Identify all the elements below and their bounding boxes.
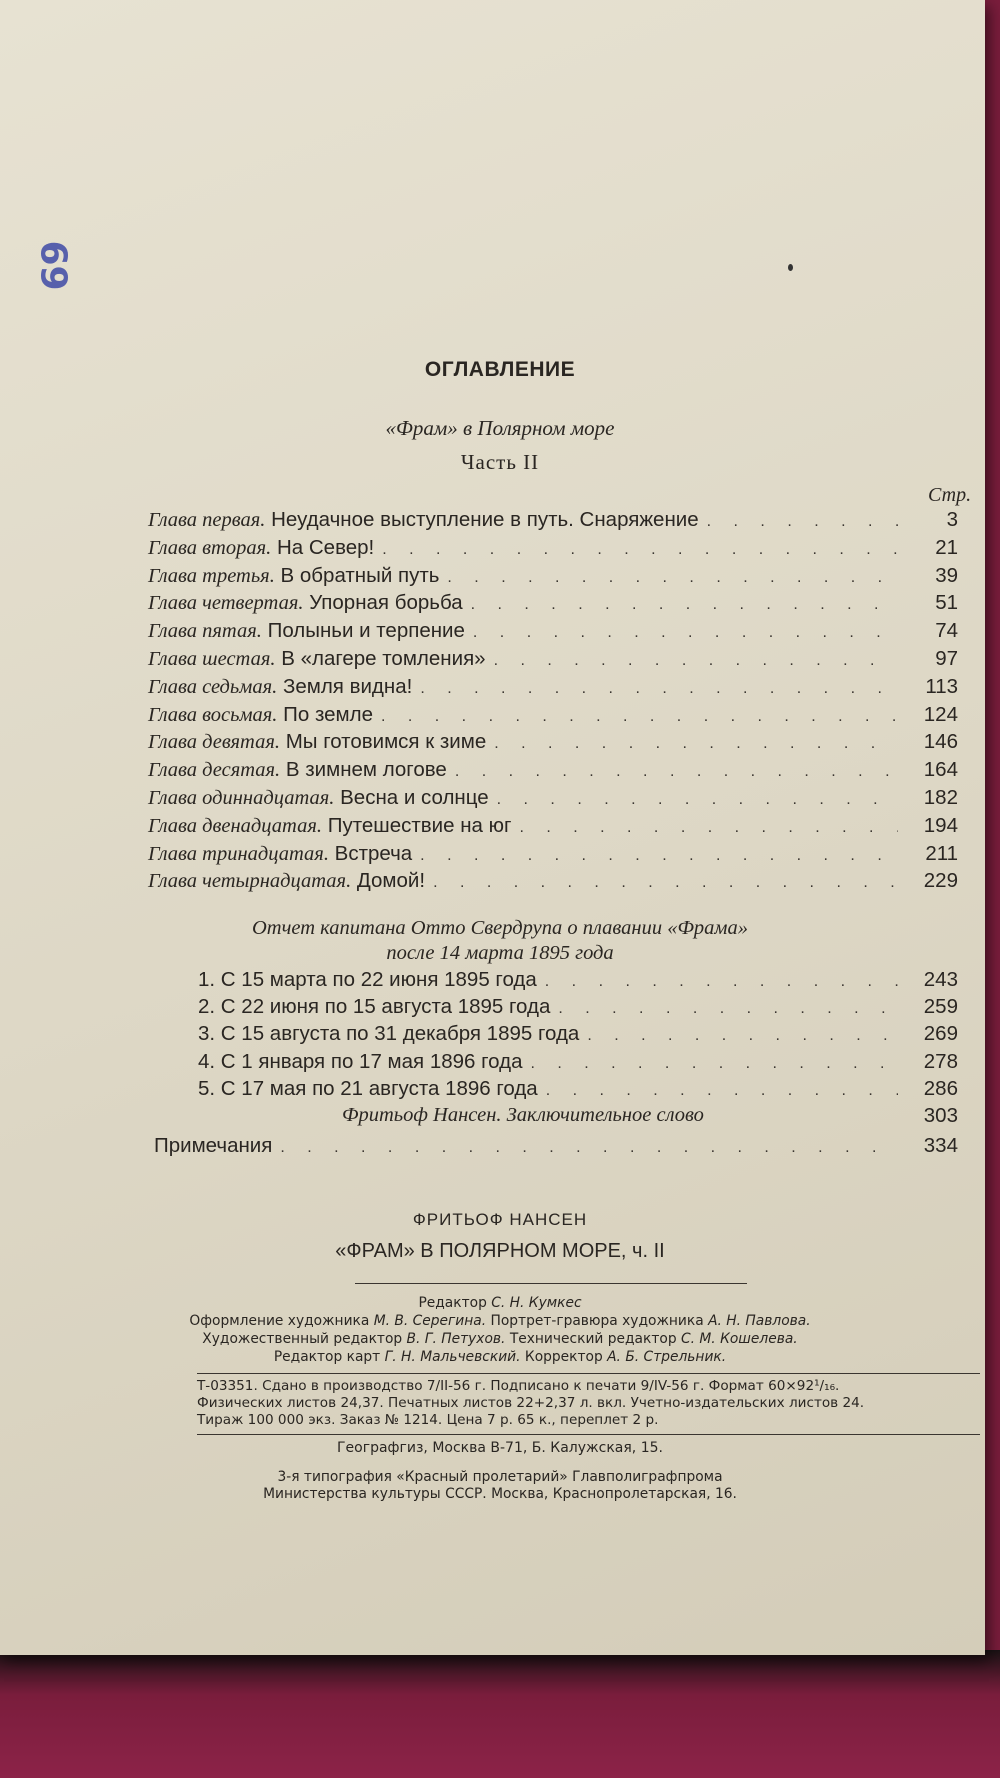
report-entry	[198, 1050, 958, 1077]
report-heading	[0, 916, 1000, 966]
page-number: 164	[923, 758, 958, 782]
page-number: 113	[925, 674, 958, 698]
chapter-label: Глава пятая.	[148, 620, 262, 643]
colophon-author: ФРИТЬОФ НАНСЕН	[412, 1210, 588, 1229]
dot-leader	[471, 596, 898, 614]
page-number: 51	[935, 591, 958, 615]
print-info-line: Тираж 100 000 экз. Заказ № 1214. Цена 7 р. 65 к., переплет 2 р.	[197, 1412, 659, 1428]
toc-entry	[148, 536, 958, 564]
dot-leader	[382, 541, 898, 559]
page-number: 182	[923, 785, 958, 809]
report-entry	[198, 1022, 958, 1049]
toc-entry	[148, 730, 958, 758]
toc-entry	[148, 842, 958, 870]
dot-leader	[280, 1139, 898, 1157]
chapter-title: Весна и солнце	[340, 785, 489, 809]
toc-entry	[148, 675, 958, 703]
divider	[197, 1373, 980, 1374]
page-number: 124	[923, 702, 958, 726]
page-number: 211	[925, 841, 958, 865]
page-number: 286	[923, 1076, 958, 1100]
chapter-label: Глава первая.	[148, 509, 266, 531]
chapter-title: В «лагере томления»	[281, 646, 486, 670]
chapter-title: Неудачное выступление в путь. Снаряжение	[271, 508, 699, 531]
page-number: 74	[935, 619, 958, 643]
publisher-address: Географгиз, Москва В-71, Б. Калужская, 15.	[337, 1440, 663, 1456]
chapter-label: Глава тринадцатая.	[148, 842, 329, 865]
chapter-title: Встреча	[334, 841, 413, 865]
report-title: 5. С 17 мая по 21 августа 1896 года	[198, 1076, 538, 1100]
printer-line: 3-я типография «Красный пролетарий» Главполиграфпрома	[277, 1469, 723, 1485]
chapter-title: В обратный путь	[280, 563, 440, 587]
dot-leader	[494, 735, 898, 753]
chapter-title: По земле	[283, 702, 373, 726]
report-list	[198, 968, 958, 1104]
chapter-title: Мы готовимся к зиме	[285, 730, 487, 754]
credit-label: Художественный редактор	[202, 1331, 403, 1347]
report-title: 2. С 22 июня по 15 августа 1895 года	[198, 995, 551, 1019]
page-number: 334	[923, 1134, 958, 1157]
dot-leader	[473, 624, 898, 642]
page-number: 259	[923, 995, 958, 1019]
toc-entry	[148, 869, 958, 897]
credit-label: Редактор	[418, 1295, 487, 1311]
page-number: 229	[923, 869, 958, 893]
credits-line	[0, 1330, 1000, 1348]
dot-leader	[497, 791, 898, 809]
part-heading: Часть II	[460, 450, 540, 474]
toc-entry	[148, 814, 958, 842]
colophon	[0, 1210, 1000, 1263]
colophon-title: «ФРАМ» В ПОЛЯРНОМ МОРЕ, ч. II	[335, 1240, 665, 1262]
background-table	[0, 1650, 1000, 1778]
toc-entry	[148, 619, 958, 647]
closing-word-title: Фритьоф Нансен. Заключительное слово	[342, 1104, 704, 1126]
credit-name: М. В. Серегина.	[373, 1313, 487, 1329]
dot-leader	[494, 652, 898, 670]
toc-entry	[148, 508, 958, 536]
credit-label: Корректор	[524, 1349, 603, 1365]
chapter-label: Глава восьмая.	[148, 703, 278, 726]
credit-label: Редактор карт	[273, 1349, 381, 1365]
chapter-title: Полыньи и терпение	[267, 619, 465, 643]
report-entry	[198, 968, 958, 995]
chapter-label: Глава двенадцатая.	[148, 814, 323, 837]
credits-line	[0, 1294, 1000, 1312]
report-heading-line: Отчет капитана Отто Свердрупа о плавании «Фрама»	[251, 917, 749, 939]
print-info-line: Физических листов 24,37. Печатных листов 22+2,37 л. вкл. Учетно-издательских листов 24.	[197, 1395, 865, 1411]
credit-name: В. Г. Петухов.	[406, 1331, 506, 1347]
credits	[0, 1294, 1000, 1366]
credit-name: А. Б. Стрельник.	[607, 1349, 727, 1365]
credits-line	[0, 1312, 1000, 1330]
dot-leader	[447, 569, 898, 587]
dot-leader	[546, 1082, 898, 1100]
print-info-line: Т-03351. Сдано в производство 7/II-56 г. Подписано к печати 9/IV-56 г. Формат 60×92¹/₁₆.	[197, 1378, 840, 1394]
dot-leader	[519, 819, 898, 837]
chapter-title: В зимнем логове	[285, 758, 447, 782]
report-heading-line: после 14 марта 1895 года	[386, 942, 614, 964]
dot-leader	[587, 1027, 898, 1045]
page-column-heading: Стр.	[928, 484, 972, 506]
credit-label: Оформление художника	[189, 1313, 370, 1329]
chapter-label: Глава четырнадцатая.	[148, 870, 352, 893]
divider	[355, 1283, 747, 1284]
credit-name: С. М. Кошелева.	[680, 1331, 798, 1347]
chapter-label: Глава четвертая.	[148, 592, 304, 615]
page-title: ОГЛАВЛЕНИЕ	[424, 358, 576, 381]
report-title: 3. С 15 августа по 31 декабря 1895 года	[198, 1022, 580, 1046]
divider	[197, 1434, 980, 1435]
chapter-label: Глава шестая.	[148, 647, 276, 670]
notes-entry	[154, 1134, 958, 1162]
report-entry	[198, 995, 958, 1022]
credit-name: Г. Н. Мальчевский.	[384, 1349, 521, 1365]
page-number: 39	[935, 563, 958, 587]
report-entry	[198, 1077, 958, 1104]
chapter-title: Упорная борьба	[309, 591, 463, 615]
chapter-label: Глава седьмая.	[148, 675, 278, 698]
chapter-title: Путешествие на юг	[327, 813, 512, 837]
library-stamp: 69	[32, 240, 74, 291]
toc-entry	[148, 703, 958, 731]
dot-leader	[545, 973, 898, 991]
page-number: 3	[946, 508, 958, 531]
credit-label: Технический редактор	[509, 1331, 677, 1347]
dot-leader	[530, 1055, 898, 1073]
closing-word-entry	[342, 1104, 958, 1128]
chapter-list	[148, 508, 958, 897]
report-title: 4. С 1 января по 17 мая 1896 года	[198, 1049, 523, 1073]
chapter-label: Глава девятая.	[148, 731, 280, 754]
dot-leader	[455, 763, 898, 781]
print-info	[197, 1378, 997, 1429]
dot-leader	[707, 513, 898, 531]
chapter-label: Глава десятая.	[148, 759, 281, 782]
dot-leader	[420, 680, 898, 698]
credit-name: А. Н. Павлова.	[708, 1313, 811, 1329]
toc-entry	[148, 647, 958, 675]
book-subtitle: «Фрам» в Полярном море	[385, 416, 615, 440]
credit-name: С. Н. Кумкес	[491, 1295, 582, 1311]
chapter-title: Домой!	[356, 869, 426, 893]
toc-entry	[148, 591, 958, 619]
dot-leader	[420, 847, 898, 865]
report-title: 1. С 15 марта по 22 июня 1895 года	[198, 968, 537, 991]
page-number: 303	[923, 1104, 958, 1127]
notes-title: Примечания	[154, 1134, 273, 1157]
page-number: 21	[935, 535, 958, 559]
chapter-title: Земля видна!	[282, 674, 413, 698]
toc-entry	[148, 564, 958, 592]
dot-leader	[558, 1000, 898, 1018]
credits-line	[0, 1348, 1000, 1366]
page-number: 146	[923, 730, 958, 754]
dot-leader	[381, 708, 898, 726]
credit-label: Портрет-гравюра художника	[490, 1313, 704, 1329]
chapter-title: На Север!	[276, 535, 375, 559]
toc-entry	[148, 758, 958, 786]
chapter-label: Глава одиннадцатая.	[148, 786, 335, 809]
page-number: 97	[935, 646, 958, 670]
printer-line: Министерства культуры СССР. Москва, Краснопролетарская, 16.	[263, 1486, 737, 1502]
toc-entry	[148, 786, 958, 814]
printer-info	[0, 1469, 1000, 1503]
dot-leader	[433, 874, 898, 892]
chapter-label: Глава вторая.	[148, 536, 272, 559]
paper-speck	[788, 264, 793, 271]
page-number: 194	[923, 813, 958, 837]
page-number: 269	[923, 1022, 958, 1046]
page-number: 278	[923, 1049, 958, 1073]
page-number: 243	[923, 968, 958, 991]
chapter-label: Глава третья.	[148, 564, 275, 587]
